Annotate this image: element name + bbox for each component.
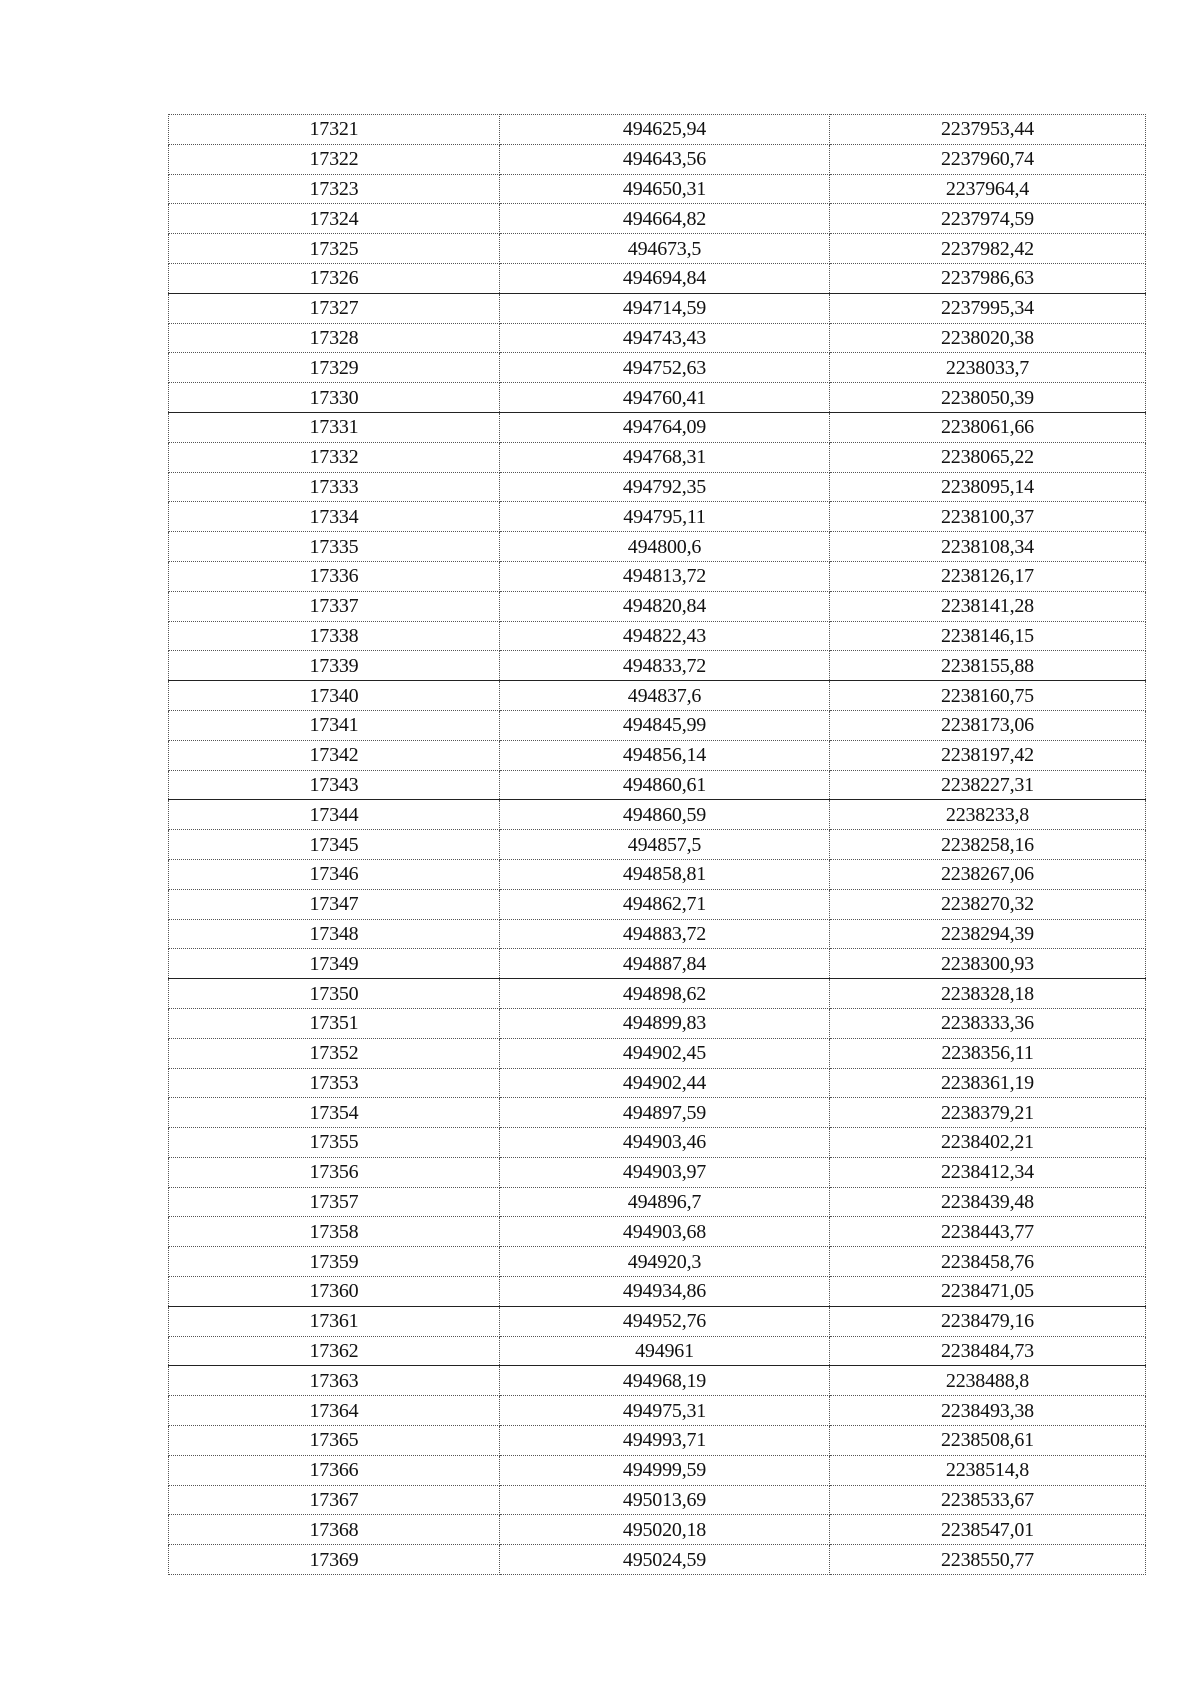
point-number-cell: 17340 bbox=[169, 681, 500, 711]
table-row bbox=[169, 1128, 1146, 1158]
x-coordinate-cell: 494760,41 bbox=[500, 383, 830, 413]
table-row bbox=[169, 740, 1146, 770]
y-coordinate-cell: 2237986,63 bbox=[830, 263, 1146, 293]
point-number-cell: 17365 bbox=[169, 1426, 500, 1456]
x-coordinate-cell: 494903,46 bbox=[500, 1128, 830, 1158]
y-coordinate-cell: 2237995,34 bbox=[830, 293, 1146, 323]
y-coordinate-cell: 2238294,39 bbox=[830, 919, 1146, 949]
x-coordinate-cell: 494857,5 bbox=[500, 830, 830, 860]
y-coordinate-cell: 2237960,74 bbox=[830, 144, 1146, 174]
y-coordinate-cell: 2238439,48 bbox=[830, 1187, 1146, 1217]
point-number-cell: 17350 bbox=[169, 979, 500, 1009]
table-row bbox=[169, 115, 1146, 145]
y-coordinate-cell: 2238533,67 bbox=[830, 1485, 1146, 1515]
table-row bbox=[169, 1098, 1146, 1128]
y-coordinate-cell: 2238227,31 bbox=[830, 770, 1146, 800]
y-coordinate-cell: 2238300,93 bbox=[830, 949, 1146, 979]
x-coordinate-cell: 494764,09 bbox=[500, 412, 830, 442]
y-coordinate-cell: 2238100,37 bbox=[830, 502, 1146, 532]
table-row bbox=[169, 1187, 1146, 1217]
x-coordinate-cell: 494858,81 bbox=[500, 859, 830, 889]
x-coordinate-cell: 494887,84 bbox=[500, 949, 830, 979]
y-coordinate-cell: 2238333,36 bbox=[830, 1008, 1146, 1038]
point-number-cell: 17324 bbox=[169, 204, 500, 234]
point-number-cell: 17361 bbox=[169, 1306, 500, 1336]
point-number-cell: 17355 bbox=[169, 1128, 500, 1158]
point-number-cell: 17321 bbox=[169, 115, 500, 145]
point-number-cell: 17368 bbox=[169, 1515, 500, 1545]
point-number-cell: 17323 bbox=[169, 174, 500, 204]
point-number-cell: 17351 bbox=[169, 1008, 500, 1038]
x-coordinate-cell: 494833,72 bbox=[500, 651, 830, 681]
y-coordinate-cell: 2238412,34 bbox=[830, 1157, 1146, 1187]
x-coordinate-cell: 494897,59 bbox=[500, 1098, 830, 1128]
point-number-cell: 17362 bbox=[169, 1336, 500, 1366]
table-row bbox=[169, 383, 1146, 413]
table-row bbox=[169, 234, 1146, 264]
x-coordinate-cell: 494837,6 bbox=[500, 681, 830, 711]
table-row bbox=[169, 502, 1146, 532]
table-row bbox=[169, 979, 1146, 1009]
point-number-cell: 17332 bbox=[169, 442, 500, 472]
y-coordinate-cell: 2238488,8 bbox=[830, 1366, 1146, 1396]
table-row bbox=[169, 204, 1146, 234]
table-row bbox=[169, 1038, 1146, 1068]
y-coordinate-cell: 2238471,05 bbox=[830, 1277, 1146, 1307]
x-coordinate-cell: 494813,72 bbox=[500, 561, 830, 591]
point-number-cell: 17345 bbox=[169, 830, 500, 860]
y-coordinate-cell: 2238095,14 bbox=[830, 472, 1146, 502]
coordinates-table-body bbox=[169, 115, 1146, 1575]
table-row bbox=[169, 561, 1146, 591]
x-coordinate-cell: 494899,83 bbox=[500, 1008, 830, 1038]
coordinates-table bbox=[168, 114, 1146, 1575]
table-row bbox=[169, 949, 1146, 979]
x-coordinate-cell: 494934,86 bbox=[500, 1277, 830, 1307]
y-coordinate-cell: 2238361,19 bbox=[830, 1068, 1146, 1098]
point-number-cell: 17341 bbox=[169, 710, 500, 740]
y-coordinate-cell: 2238443,77 bbox=[830, 1217, 1146, 1247]
x-coordinate-cell: 494714,59 bbox=[500, 293, 830, 323]
point-number-cell: 17326 bbox=[169, 263, 500, 293]
table-row bbox=[169, 323, 1146, 353]
y-coordinate-cell: 2238065,22 bbox=[830, 442, 1146, 472]
x-coordinate-cell: 494898,62 bbox=[500, 979, 830, 1009]
x-coordinate-cell: 494752,63 bbox=[500, 353, 830, 383]
point-number-cell: 17364 bbox=[169, 1396, 500, 1426]
point-number-cell: 17367 bbox=[169, 1485, 500, 1515]
x-coordinate-cell: 494860,59 bbox=[500, 800, 830, 830]
y-coordinate-cell: 2238197,42 bbox=[830, 740, 1146, 770]
y-coordinate-cell: 2238146,15 bbox=[830, 621, 1146, 651]
point-number-cell: 17356 bbox=[169, 1157, 500, 1187]
point-number-cell: 17366 bbox=[169, 1455, 500, 1485]
point-number-cell: 17342 bbox=[169, 740, 500, 770]
x-coordinate-cell: 495024,59 bbox=[500, 1545, 830, 1575]
x-coordinate-cell: 494768,31 bbox=[500, 442, 830, 472]
point-number-cell: 17335 bbox=[169, 532, 500, 562]
table-row bbox=[169, 144, 1146, 174]
y-coordinate-cell: 2238020,38 bbox=[830, 323, 1146, 353]
x-coordinate-cell: 494902,45 bbox=[500, 1038, 830, 1068]
point-number-cell: 17325 bbox=[169, 234, 500, 264]
y-coordinate-cell: 2238508,61 bbox=[830, 1426, 1146, 1456]
y-coordinate-cell: 2238050,39 bbox=[830, 383, 1146, 413]
table-row bbox=[169, 1485, 1146, 1515]
x-coordinate-cell: 494999,59 bbox=[500, 1455, 830, 1485]
y-coordinate-cell: 2238155,88 bbox=[830, 651, 1146, 681]
point-number-cell: 17357 bbox=[169, 1187, 500, 1217]
x-coordinate-cell: 494792,35 bbox=[500, 472, 830, 502]
table-row bbox=[169, 1306, 1146, 1336]
point-number-cell: 17327 bbox=[169, 293, 500, 323]
point-number-cell: 17346 bbox=[169, 859, 500, 889]
y-coordinate-cell: 2238550,77 bbox=[830, 1545, 1146, 1575]
table-row bbox=[169, 412, 1146, 442]
y-coordinate-cell: 2237974,59 bbox=[830, 204, 1146, 234]
point-number-cell: 17359 bbox=[169, 1247, 500, 1277]
table-row bbox=[169, 1217, 1146, 1247]
point-number-cell: 17363 bbox=[169, 1366, 500, 1396]
x-coordinate-cell: 494961 bbox=[500, 1336, 830, 1366]
point-number-cell: 17369 bbox=[169, 1545, 500, 1575]
x-coordinate-cell: 495013,69 bbox=[500, 1485, 830, 1515]
x-coordinate-cell: 494822,43 bbox=[500, 621, 830, 651]
table-row bbox=[169, 1366, 1146, 1396]
point-number-cell: 17354 bbox=[169, 1098, 500, 1128]
y-coordinate-cell: 2238402,21 bbox=[830, 1128, 1146, 1158]
y-coordinate-cell: 2237982,42 bbox=[830, 234, 1146, 264]
x-coordinate-cell: 494860,61 bbox=[500, 770, 830, 800]
x-coordinate-cell: 494743,43 bbox=[500, 323, 830, 353]
point-number-cell: 17329 bbox=[169, 353, 500, 383]
point-number-cell: 17338 bbox=[169, 621, 500, 651]
point-number-cell: 17331 bbox=[169, 412, 500, 442]
y-coordinate-cell: 2238479,16 bbox=[830, 1306, 1146, 1336]
y-coordinate-cell: 2238267,06 bbox=[830, 859, 1146, 889]
point-number-cell: 17334 bbox=[169, 502, 500, 532]
table-row bbox=[169, 353, 1146, 383]
table-row bbox=[169, 1396, 1146, 1426]
x-coordinate-cell: 494862,71 bbox=[500, 889, 830, 919]
table-row bbox=[169, 830, 1146, 860]
table-row bbox=[169, 1426, 1146, 1456]
x-coordinate-cell: 495020,18 bbox=[500, 1515, 830, 1545]
table-row bbox=[169, 681, 1146, 711]
table-row bbox=[169, 889, 1146, 919]
point-number-cell: 17348 bbox=[169, 919, 500, 949]
table-row bbox=[169, 770, 1146, 800]
y-coordinate-cell: 2238108,34 bbox=[830, 532, 1146, 562]
table-row bbox=[169, 800, 1146, 830]
table-row bbox=[169, 293, 1146, 323]
table-row bbox=[169, 532, 1146, 562]
point-number-cell: 17336 bbox=[169, 561, 500, 591]
x-coordinate-cell: 494820,84 bbox=[500, 591, 830, 621]
x-coordinate-cell: 494664,82 bbox=[500, 204, 830, 234]
x-coordinate-cell: 494903,97 bbox=[500, 1157, 830, 1187]
y-coordinate-cell: 2238379,21 bbox=[830, 1098, 1146, 1128]
x-coordinate-cell: 494902,44 bbox=[500, 1068, 830, 1098]
table-row bbox=[169, 919, 1146, 949]
y-coordinate-cell: 2237953,44 bbox=[830, 115, 1146, 145]
table-row bbox=[169, 710, 1146, 740]
y-coordinate-cell: 2238514,8 bbox=[830, 1455, 1146, 1485]
point-number-cell: 17343 bbox=[169, 770, 500, 800]
table-row bbox=[169, 1008, 1146, 1038]
table-row bbox=[169, 174, 1146, 204]
table-row bbox=[169, 263, 1146, 293]
y-coordinate-cell: 2238493,38 bbox=[830, 1396, 1146, 1426]
x-coordinate-cell: 494920,3 bbox=[500, 1247, 830, 1277]
y-coordinate-cell: 2238126,17 bbox=[830, 561, 1146, 591]
y-coordinate-cell: 2238270,32 bbox=[830, 889, 1146, 919]
x-coordinate-cell: 494856,14 bbox=[500, 740, 830, 770]
y-coordinate-cell: 2238258,16 bbox=[830, 830, 1146, 860]
point-number-cell: 17347 bbox=[169, 889, 500, 919]
x-coordinate-cell: 494968,19 bbox=[500, 1366, 830, 1396]
y-coordinate-cell: 2238141,28 bbox=[830, 591, 1146, 621]
x-coordinate-cell: 494993,71 bbox=[500, 1426, 830, 1456]
point-number-cell: 17349 bbox=[169, 949, 500, 979]
y-coordinate-cell: 2238328,18 bbox=[830, 979, 1146, 1009]
x-coordinate-cell: 494975,31 bbox=[500, 1396, 830, 1426]
table-row bbox=[169, 442, 1146, 472]
y-coordinate-cell: 2238173,06 bbox=[830, 710, 1146, 740]
y-coordinate-cell: 2238484,73 bbox=[830, 1336, 1146, 1366]
y-coordinate-cell: 2237964,4 bbox=[830, 174, 1146, 204]
y-coordinate-cell: 2238547,01 bbox=[830, 1515, 1146, 1545]
point-number-cell: 17337 bbox=[169, 591, 500, 621]
table-row bbox=[169, 1455, 1146, 1485]
point-number-cell: 17358 bbox=[169, 1217, 500, 1247]
x-coordinate-cell: 494903,68 bbox=[500, 1217, 830, 1247]
table-row bbox=[169, 651, 1146, 681]
y-coordinate-cell: 2238233,8 bbox=[830, 800, 1146, 830]
x-coordinate-cell: 494952,76 bbox=[500, 1306, 830, 1336]
table-row bbox=[169, 1336, 1146, 1366]
x-coordinate-cell: 494883,72 bbox=[500, 919, 830, 949]
y-coordinate-cell: 2238458,76 bbox=[830, 1247, 1146, 1277]
table-row bbox=[169, 591, 1146, 621]
x-coordinate-cell: 494625,94 bbox=[500, 115, 830, 145]
y-coordinate-cell: 2238356,11 bbox=[830, 1038, 1146, 1068]
point-number-cell: 17353 bbox=[169, 1068, 500, 1098]
table-row bbox=[169, 1068, 1146, 1098]
point-number-cell: 17333 bbox=[169, 472, 500, 502]
point-number-cell: 17339 bbox=[169, 651, 500, 681]
y-coordinate-cell: 2238160,75 bbox=[830, 681, 1146, 711]
y-coordinate-cell: 2238033,7 bbox=[830, 353, 1146, 383]
point-number-cell: 17352 bbox=[169, 1038, 500, 1068]
x-coordinate-cell: 494673,5 bbox=[500, 234, 830, 264]
table-row bbox=[169, 621, 1146, 651]
point-number-cell: 17360 bbox=[169, 1277, 500, 1307]
y-coordinate-cell: 2238061,66 bbox=[830, 412, 1146, 442]
table-row bbox=[169, 472, 1146, 502]
point-number-cell: 17330 bbox=[169, 383, 500, 413]
table-row bbox=[169, 1247, 1146, 1277]
x-coordinate-cell: 494694,84 bbox=[500, 263, 830, 293]
point-number-cell: 17328 bbox=[169, 323, 500, 353]
x-coordinate-cell: 494643,56 bbox=[500, 144, 830, 174]
table-row bbox=[169, 1545, 1146, 1575]
table-row bbox=[169, 1277, 1146, 1307]
table-row bbox=[169, 859, 1146, 889]
x-coordinate-cell: 494845,99 bbox=[500, 710, 830, 740]
x-coordinate-cell: 494650,31 bbox=[500, 174, 830, 204]
point-number-cell: 17322 bbox=[169, 144, 500, 174]
x-coordinate-cell: 494896,7 bbox=[500, 1187, 830, 1217]
table-row bbox=[169, 1157, 1146, 1187]
x-coordinate-cell: 494795,11 bbox=[500, 502, 830, 532]
point-number-cell: 17344 bbox=[169, 800, 500, 830]
x-coordinate-cell: 494800,6 bbox=[500, 532, 830, 562]
table-row bbox=[169, 1515, 1146, 1545]
